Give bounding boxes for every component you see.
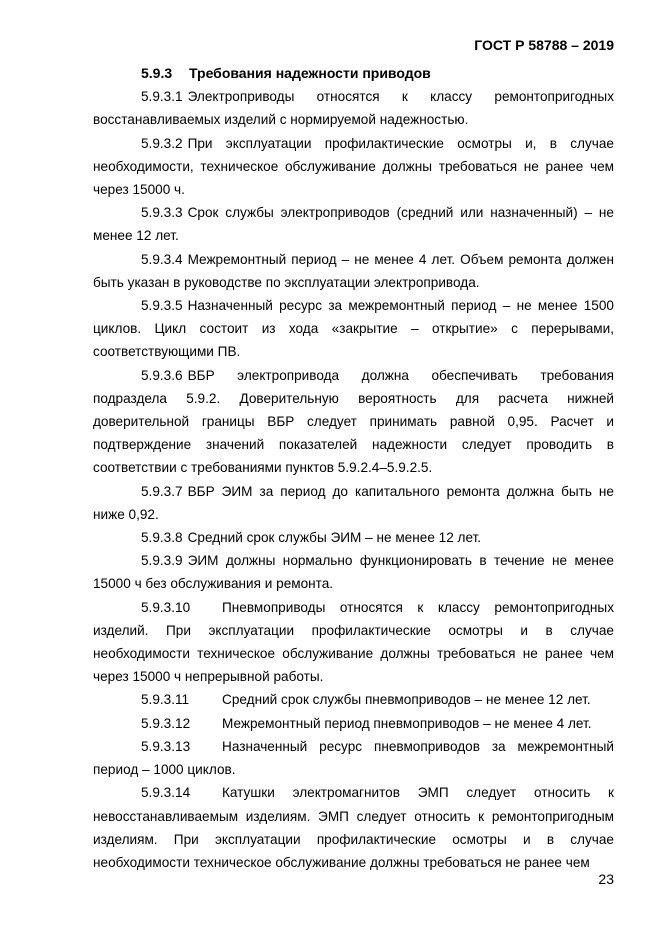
standard-designation: ГОСТ Р 58788 – 2019 <box>474 37 614 53</box>
paragraph-5-9-3-4 <box>93 248 614 294</box>
section-heading <box>93 62 614 85</box>
paragraph-number: 5.9.3.5 <box>141 298 183 314</box>
paragraph-5-9-3-14 <box>93 781 614 874</box>
paragraph-5-9-3-7 <box>93 480 614 526</box>
paragraph-5-9-3-12 <box>93 712 614 735</box>
paragraph-5-9-3-11 <box>93 688 614 711</box>
paragraph-5-9-3-3 <box>93 201 614 247</box>
paragraph-text: Средний срок службы пневмоприводов – не менее 12 лет. <box>222 692 591 708</box>
paragraph-text: Назначенный ресурс за межремонтный период – не менее 1500 циклов. Цикл состоит из хода «закрытие – открытие» с перерывами, соответствующими ПВ. <box>93 298 614 360</box>
paragraph-text: Срок службы электроприводов (средний или назначенный) – не менее 12 лет. <box>93 205 614 244</box>
paragraph-5-9-3-2 <box>93 132 614 202</box>
section-title: Требования надежности приводов <box>189 65 431 81</box>
paragraph-text: Межремонтный период пневмоприводов – не менее 4 лет. <box>222 715 592 731</box>
paragraph-5-9-3-6 <box>93 364 614 480</box>
paragraph-5-9-3-13 <box>93 735 614 781</box>
paragraph-text: Электроприводы относятся к классу ремонтопригодных восстанавливаемых изделий с нормируемой надежностью. <box>93 89 614 128</box>
paragraph-text: Средний срок службы ЭИМ – не менее 12 лет. <box>187 530 482 546</box>
page-body <box>93 62 614 874</box>
paragraph-number: 5.9.3.10 <box>141 599 191 615</box>
paragraph-number: 5.9.3.4 <box>141 251 183 267</box>
paragraph-text: Назначенный ресурс пневмоприводов за межремонтный период – 1000 циклов. <box>93 738 614 778</box>
paragraph-5-9-3-10 <box>93 596 614 689</box>
paragraph-number: 5.9.3.9 <box>141 553 183 569</box>
paragraph-number: 5.9.3.6 <box>141 367 183 383</box>
paragraph-text: ВБР электропривода должна обеспечивать требования подраздела 5.9.2. Доверительную вероятность для расчета нижней доверительной границы ВБР следует принимать равной 0,95. Расчет и подтверждение значений показателей надежности следует проводить в соответствии с требованиями пунктов 5.9.2.4–5.9.2.5. <box>93 367 614 476</box>
paragraph-text: Межремонтный период – не менее 4 лет. Объем ремонта должен быть указан в руководстве по эксплуатации электропривода. <box>93 251 614 290</box>
paragraph-text: ЭИМ должны нормально функционировать в течение не менее 15000 ч без обслуживания и ремонта. <box>93 553 614 592</box>
paragraph-5-9-3-1 <box>93 85 614 131</box>
paragraph-number: 5.9.3.2 <box>141 135 183 151</box>
paragraph-number: 5.9.3.14 <box>141 785 191 801</box>
paragraph-text: ВБР ЭИМ за период до капитального ремонта должна быть не ниже 0,92. <box>93 483 614 522</box>
paragraph-5-9-3-5 <box>93 294 614 364</box>
paragraph-number: 5.9.3.7 <box>141 483 183 499</box>
paragraph-number: 5.9.3.11 <box>141 692 190 708</box>
paragraph-text: При эксплуатации профилактические осмотры и, в случае необходимости, техническое обслуживание должны требоваться не ранее чем через 15000 ч. <box>93 135 614 198</box>
paragraph-number: 5.9.3.12 <box>141 715 191 731</box>
paragraph-text: Пневмоприводы относятся к классу ремонтопригодных изделий. При эксплуатации профилактические осмотры и в случае необходимости техническое обслуживание должны требоваться не ранее чем через 15000 ч непрерывной работы. <box>93 599 614 685</box>
paragraph-number: 5.9.3.3 <box>141 205 183 221</box>
page-number: 23 <box>598 871 614 887</box>
paragraph-5-9-3-8 <box>93 526 614 549</box>
paragraph-number: 5.9.3.8 <box>141 530 183 546</box>
paragraph-5-9-3-9 <box>93 549 614 595</box>
paragraph-number: 5.9.3.13 <box>141 738 191 754</box>
paragraph-text: Катушки электромагнитов ЭМП следует относить к невосстанавливаемым изделиям. ЭМП следует относить к ремонтопригодным изделиям. При эксплуатации профилактические осмотры и в случае необходимости техническое обслуживание должны требоваться не ранее чем <box>93 785 614 870</box>
paragraph-number: 5.9.3.1 <box>141 89 183 105</box>
section-number: 5.9.3 <box>141 65 173 81</box>
